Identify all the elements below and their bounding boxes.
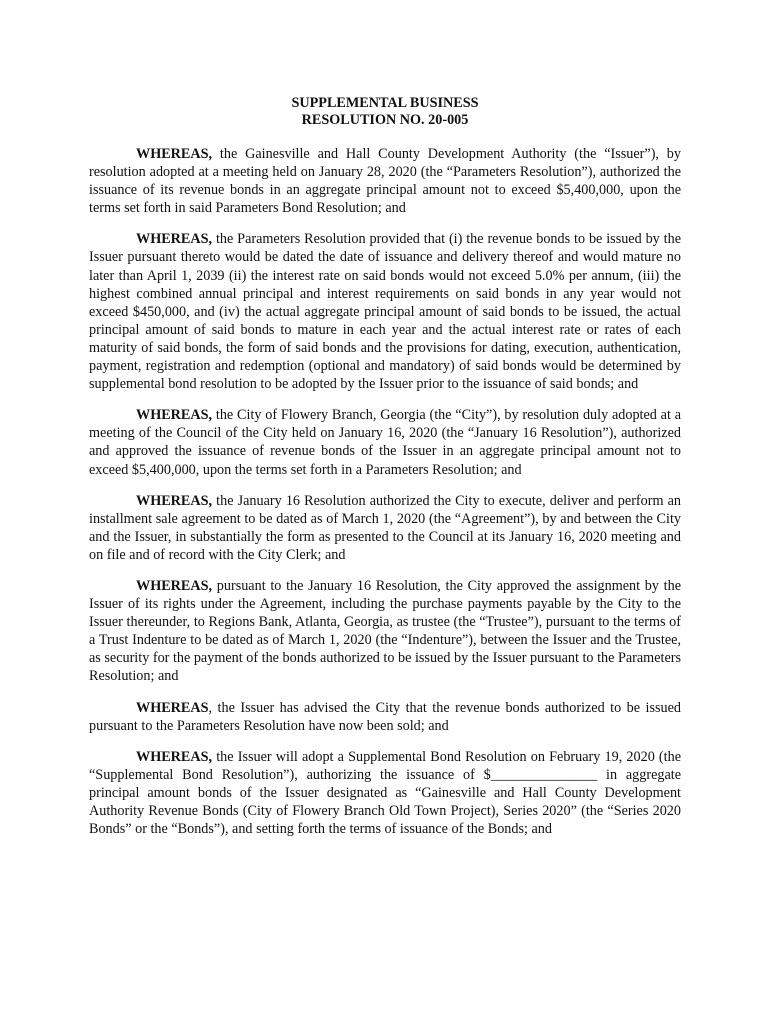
whereas-lead: WHEREAS, [136,231,213,248]
whereas-lead: WHEREAS, [136,748,213,765]
whereas-paragraph-4 [89,492,681,564]
whereas-paragraph-1 [89,145,681,217]
whereas-lead: WHEREAS, [136,407,213,424]
paragraph-text: the Parameters Resolution provided that (i) the revenue bonds to be issued by the Issuer pursuant thereto would be dated the date of issuance and delivery thereof and would mature no later than April 1, 2039 (ii) the interest rate on said bonds would not exceed 5.0% per annum, (iii) the highest combined annual principal and interest requirements on said bonds in any year would not exceed $450,000, and (iv) the actual aggregate principal amount of said bonds to be issued, the actual principal amount of said bonds to mature in each year and the actual interest rate or rates of each maturity of said bonds, the form of said bonds and the provisions for dating, execution, authentication, payment, registration and redemption (optional and mandatory) of said bonds would be determined by supplemental bond resolution to be adopted by the Issuer prior to the issuance of said bonds; and [89,231,681,393]
whereas-paragraph-6 [89,699,681,735]
title-line-1: SUPPLEMENTAL BUSINESS [291,95,479,111]
whereas-lead: WHEREAS, [136,577,213,594]
document-title [89,95,681,129]
whereas-paragraph-3 [89,406,681,478]
paragraph-text: , the Issuer has advised the City that the revenue bonds authorized to be issued pursuant to the Parameters Resolution have now been sold; and [89,699,681,734]
whereas-lead: WHEREAS, [136,492,213,509]
paragraph-text: the City of Flowery Branch, Georgia (the “City”), by resolution duly adopted at a meeting of the Council of the City held on January 16, 2020 (the “January 16 Resolution”), authorized and approved the issuance of revenue bonds of the Issuer in an aggregate principal amount not to exceed $5,400,000, upon the terms set forth in a Parameters Resolution; and [89,407,681,478]
whereas-paragraph-5 [89,577,681,686]
whereas-paragraph-2 [89,230,681,393]
paragraph-text: the Gainesville and Hall County Development Authority (the “Issuer”), by resolution adopted at a meeting held on January 28, 2020 (the “Parameters Resolution”), authorized the issuance of its revenue bonds in an aggregate principal amount not to exceed $5,400,000, upon the terms set forth in said Parameters Bond Resolution; and [89,146,681,217]
whereas-paragraph-7 [89,748,681,838]
whereas-lead: WHEREAS, [136,146,213,162]
title-line-2: RESOLUTION NO. 20-005 [301,112,469,128]
paragraph-text: pursuant to the January 16 Resolution, the City approved the assignment by the Issuer of its rights under the Agreement, including the purchase payments payable by the City to the Issuer thereunder, to Regions Bank, Atlanta, Georgia, as trustee (the “Trustee”), pursuant to the terms of a Trust Indenture to be dated as of March 1, 2020 (the “Indenture”), between the Issuer and the Trustee, as security for the payment of the bonds authorized to be issued by the Issuer pursuant to the Parameters Resolution; and [89,577,681,685]
whereas-lead: WHEREAS [136,699,209,716]
paragraph-text: the January 16 Resolution authorized the City to execute, deliver and perform an installment sale agreement to be dated as of March 1, 2020 (the “Agreement”), by and between the City and the Issuer, in substantially the form as presented to the Council at its January 16, 2020 meeting and on file and of record with the City Clerk; and [89,492,681,563]
document-body [89,145,681,851]
paragraph-text: the Issuer will adopt a Supplemental Bond Resolution on February 19, 2020 (the “Supplemental Bond Resolution”), authorizing the issuance of $_______________ in aggregate principal amount bonds of the Issuer designated as “Gainesville and Hall County Development Authority Revenue Bonds (City of Flowery Branch Old Town Project), Series 2020” (the “Series 2020 Bonds” or the “Bonds”), and setting forth the terms of issuance of the Bonds; and [89,748,681,838]
